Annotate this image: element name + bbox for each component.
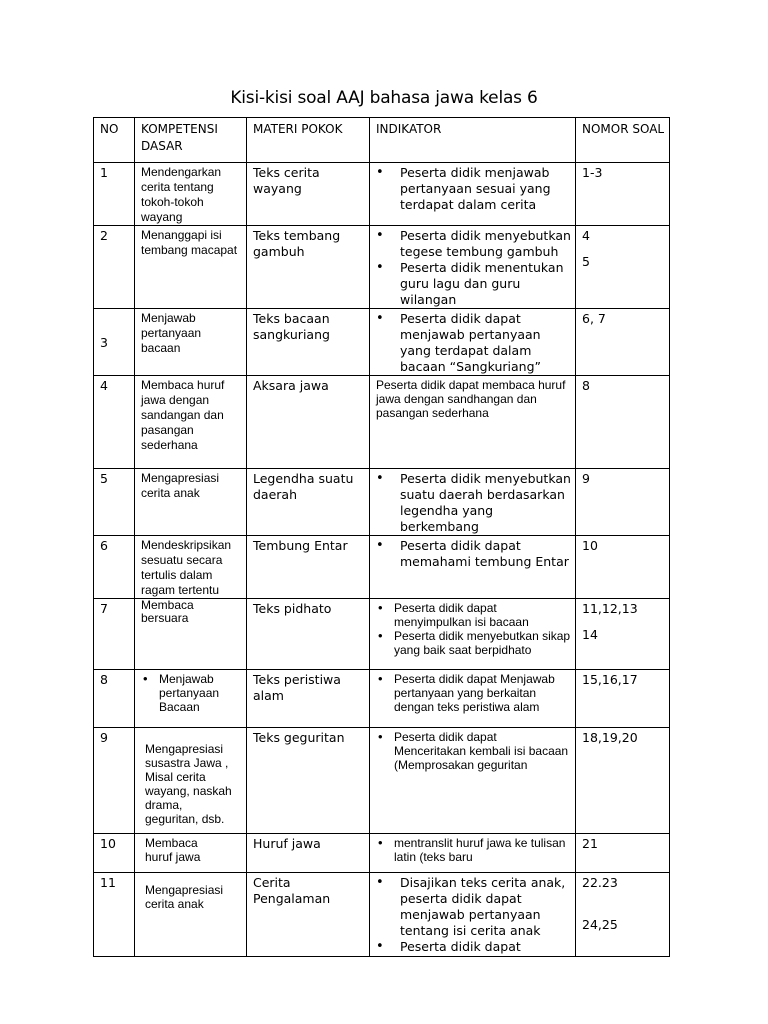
cell-indikator (370, 469, 576, 536)
cell-nomor (576, 163, 670, 226)
indikator-item: • Peserta didik dapat Menjawab pertanyaan yang berkaitan dengan teks peristiwa alam (376, 672, 571, 714)
kompetensi-text: Membaca huruf jawa (145, 836, 201, 864)
kompetensi-text: Mengapresiasi susastra Jawa , Misal cerita wayang, naskah drama, geguritan, dsb. (145, 742, 232, 826)
table-row (94, 226, 670, 309)
cell-no: 5 (94, 469, 135, 536)
cell-materi: Cerita Pengalaman (247, 873, 370, 957)
cell-no: 2 (94, 226, 135, 309)
cell-kompetensi (135, 873, 247, 957)
table-row (94, 376, 670, 469)
cell-materi: Teks bacaan sangkuriang (247, 309, 370, 376)
indikator-text: Peserta didik dapat membaca huruf jawa dengan sandhangan dan pasangan sederhana (376, 378, 566, 420)
cell-materi: Tembung Entar (247, 536, 370, 599)
cell-kompetensi: Menanggapi isi tembang macapat (135, 226, 247, 309)
indikator-item: • mentranslit huruf jawa ke tulisan latin (teks baru (376, 836, 571, 864)
cell-indikator (370, 834, 576, 873)
cell-no: 6 (94, 536, 135, 599)
cell-no-text: 3 (100, 335, 108, 350)
table-row (94, 599, 670, 670)
nomor-value: 1-3 (582, 165, 603, 180)
cell-indikator (370, 599, 576, 670)
cell-nomor (576, 670, 670, 728)
cell-nomor (576, 728, 670, 834)
header-no: NO (94, 118, 135, 163)
cell-nomor (576, 469, 670, 536)
cell-nomor (576, 309, 670, 376)
cell-kompetensi: Mengapresiasi cerita anak (135, 469, 247, 536)
nomor-value: 21 (582, 836, 598, 851)
nomor-value: 14 (582, 627, 598, 642)
indikator-item: • Peserta didik menyebutkan suatu daerah berdasarkan legendha yang berkembang (376, 471, 571, 535)
kisi-kisi-table (93, 117, 670, 957)
indikator-item: • Peserta didik menyebutkan sikap yang baik saat berpidhato (376, 629, 571, 657)
cell-kompetensi (135, 728, 247, 834)
cell-nomor (576, 536, 670, 599)
cell-indikator (370, 163, 576, 226)
cell-indikator (370, 670, 576, 728)
table-header-row (94, 118, 670, 163)
cell-kompetensi: Membaca huruf jawa dengan sandangan dan pasangan sederhana (135, 376, 247, 469)
cell-indikator (370, 309, 576, 376)
cell-indikator (370, 376, 576, 469)
cell-materi: Huruf jawa (247, 834, 370, 873)
cell-materi: Teks peristiwa alam (247, 670, 370, 728)
nomor-value: 18,19,20 (582, 730, 638, 745)
cell-kompetensi (135, 834, 247, 873)
cell-no: 11 (94, 873, 135, 957)
cell-materi: Teks cerita wayang (247, 163, 370, 226)
cell-no: 9 (94, 728, 135, 834)
cell-kompetensi (135, 599, 247, 670)
cell-nomor (576, 873, 670, 957)
nomor-value: 10 (582, 538, 598, 553)
cell-kompetensi: Menjawab pertanyaan bacaan (135, 309, 247, 376)
indikator-item: • Peserta didik menjawab pertanyaan sesuai yang terdapat dalam cerita (376, 165, 571, 213)
nomor-value: 11,12,13 (582, 601, 638, 616)
cell-nomor (576, 226, 670, 309)
cell-materi: Teks geguritan (247, 728, 370, 834)
cell-no: 4 (94, 376, 135, 469)
cell-kompetensi (135, 670, 247, 728)
kompetensi-text: Membaca bersuara (141, 598, 194, 625)
nomor-value: 24,25 (582, 917, 618, 932)
cell-kompetensi: Mendeskripsikan sesuatu secara tertulis dalam ragam tertentu (135, 536, 247, 599)
cell-nomor (576, 599, 670, 670)
indikator-item: • Peserta didik dapat menyimpulkan isi bacaan (376, 601, 571, 629)
table-row (94, 536, 670, 599)
cell-indikator (370, 536, 576, 599)
cell-indikator (370, 728, 576, 834)
cell-materi: Aksara jawa (247, 376, 370, 469)
indikator-item: • Disajikan teks cerita anak, peserta didik dapat menjawab pertanyaan tentang isi cerita anak (376, 875, 571, 939)
indikator-item: • Peserta didik dapat memahami tembung Entar (376, 538, 571, 570)
cell-no: 8 (94, 670, 135, 728)
page-title: Kisi-kisi soal AAJ bahasa jawa kelas 6 (230, 88, 538, 108)
table-row (94, 469, 670, 536)
cell-no: 1 (94, 163, 135, 226)
indikator-item: • Peserta didik dapat menjawab pertanyaan yang terdapat dalam bacaan “Sangkuriang” (376, 311, 571, 375)
table-row (94, 834, 670, 873)
kompetensi-text: Mengapresiasi cerita anak (145, 883, 224, 911)
cell-nomor (576, 834, 670, 873)
nomor-value: 4 (582, 228, 590, 243)
cell-no (94, 309, 135, 376)
header-materi: MATERI POKOK (247, 118, 370, 163)
nomor-value: 8 (582, 378, 590, 393)
nomor-value: 22.23 (582, 875, 618, 890)
nomor-value: 6, 7 (582, 311, 606, 326)
nomor-value: 9 (582, 471, 590, 486)
cell-materi: Teks tembang gambuh (247, 226, 370, 309)
header-kompetensi: KOMPETENSI DASAR (135, 118, 247, 163)
cell-indikator (370, 873, 576, 957)
table-row (94, 670, 670, 728)
cell-nomor (576, 376, 670, 469)
cell-indikator (370, 226, 576, 309)
cell-no: 10 (94, 834, 135, 873)
kompetensi-item: • Menjawab pertanyaan Bacaan (141, 672, 219, 714)
cell-materi: Legendha suatu daerah (247, 469, 370, 536)
header-indikator: INDIKATOR (370, 118, 576, 163)
table-row (94, 309, 670, 376)
nomor-value: 15,16,17 (582, 672, 638, 687)
indikator-item: • Peserta didik dapat (376, 939, 571, 955)
cell-materi: Teks pidhato (247, 599, 370, 670)
cell-no: 7 (94, 599, 135, 670)
indikator-item: • Peserta didik dapat Menceritakan kembali isi bacaan (Memprosakan geguritan (376, 730, 571, 772)
nomor-value: 5 (582, 254, 590, 269)
table-row (94, 163, 670, 226)
table-row (94, 873, 670, 957)
header-nomor: NOMOR SOAL (576, 118, 670, 163)
indikator-item: • Peserta didik menyebutkan tegese tembung gambuh (376, 228, 571, 260)
table-row (94, 728, 670, 834)
cell-kompetensi: Mendengarkan cerita tentang tokoh-tokoh wayang (135, 163, 247, 226)
indikator-item: • Peserta didik menentukan guru lagu dan guru wilangan (376, 260, 571, 308)
